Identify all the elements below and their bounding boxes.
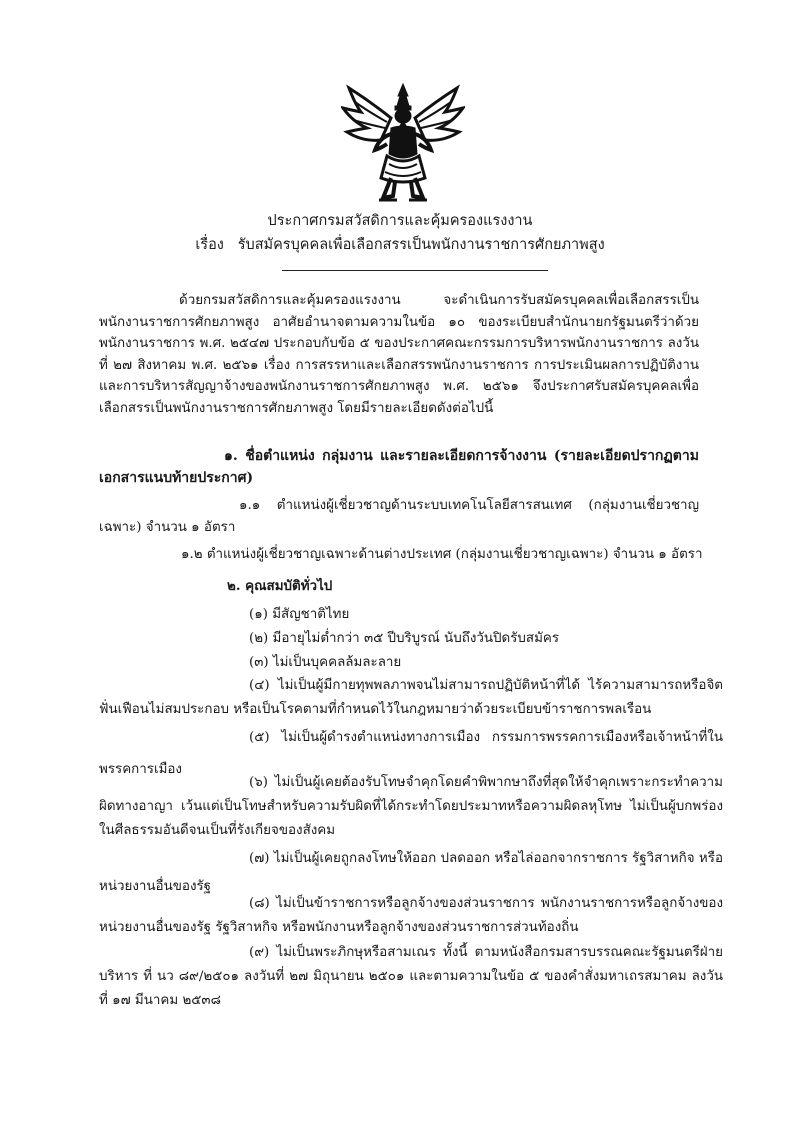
section-1-item-2: ๑.๒ ตำแหน่งผู้เชี่ยวชาญเฉพาะด้านต่างประเทศ (กลุ่มงานเชี่ยวชาญเฉพาะ) จำนวน ๑ อัตรา bbox=[181, 547, 703, 562]
subject-text: รับสมัครบุคคลเพื่อเลือกสรรเป็นพนักงานราชการศักยภาพสูง bbox=[237, 237, 605, 253]
intro-paragraph: ด้วยกรมสวัสดิการและคุ้มครองแรงงาน จะดำเนินการรับสมัครบุคคลเพื่อเลือกสรรเป็นพนักงานราชการศักยภาพสูง อาศัยอำนาจตามความในข้อ ๑๐ ของระเบียบสำนักนายกรัฐมนตรีว่าด้วยพนักงานราชการ พ.ศ. ๒๕๔๗ ประกอบกับข้อ ๕ ของประกาศคณะกรรมการบริหารพนักงานราชการ ลงวันที่ ๒๗ สิงหาคม พ.ศ. ๒๕๖๑ เรื่อง การสรรหาและเลือกสรรพนักงานราชการ การประเมินผลการปฏิบัติงาน และการบริหารสัญญาจ้างของพนักงานราชการศักยภาพสูง พ.ศ. ๒๕๖๑ จึงประกาศรับสมัครบุคคลเพื่อเลือกสรรเป็นพนักงานราชการศักยภาพสูง โดยมีรายละเอียดดังต่อไปนี้ bbox=[99, 293, 699, 416]
qualification-item: (๗) ไม่เป็นผู้เคยถูกลงโทษให้ออก ปลดออก หรือไล่ออกจากราชการ รัฐวิสาหกิจ หรือหน่วยงานอื่นของรัฐ bbox=[99, 851, 723, 894]
qualification-item: (๓) ไม่เป็นบุคคลล้มละลาย bbox=[249, 655, 402, 670]
qualification-item: (๘) ไม่เป็นข้าราชการหรือลูกจ้างของส่วนราชการ พนักงานราชการหรือลูกจ้างของหน่วยงานอื่นของรัฐ รัฐวิสาหกิจ หรือพนักงานหรือลูกจ้างของส่วนราชการส่วนท้องถิ่น bbox=[99, 896, 723, 935]
section-2-title: ๒. คุณสมบัติทั่วไป bbox=[227, 578, 333, 594]
qualification-item: (๖) ไม่เป็นผู้เคยต้องรับโทษจำคุกโดยคำพิพากษาถึงที่สุดให้จำคุกเพราะกระทำความผิดทางอาญา เว้นแต่เป็นโทษสำหรับความรับผิดที่ได้กระทำโดยประมาทหรือความผิดลหุโทษ ไม่เป็นผู้บกพร่องในศีลธรรมอันดีจนเป็นที่รังเกียจของสังคม bbox=[99, 775, 723, 838]
qualification-item: (๑) มีสัญชาติไทย bbox=[249, 607, 350, 622]
qualification-item: (๒) มีอายุไม่ต่ำกว่า ๓๕ ปีบริบูรณ์ นับถึงวันปิดรับสมัคร bbox=[249, 631, 560, 646]
qualification-item: (๔) ไม่เป็นผู้มีกายทุพพลภาพจนไม่สามารถปฏิบัติหน้าที่ได้ ไร้ความสามารถหรือจิตฟั่นเฟือนไม่สมประกอบ หรือเป็นโรคตามที่กำหนดไว้ในกฎหมายว่าด้วยระเบียบข้าราชการพลเรือน bbox=[99, 678, 723, 717]
subject-label: เรื่อง bbox=[195, 237, 224, 253]
qualification-item: (๙) ไม่เป็นพระภิกษุหรือสามเณร ทั้งนี้ ตามหนังสือกรมสารบรรณคณะรัฐมนตรีฝ่ายบริหาร ที่ นว ๘๙/๒๕๐๑ ลงวันที่ ๒๗ มิถุนายน ๒๕๐๑ และตามความในข้อ ๕ ของคำสั่งมหาเถรสมาคม ลงวันที่ ๑๗ มีนาคม ๒๕๓๘ bbox=[99, 945, 723, 1008]
qualification-item: (๕) ไม่เป็นผู้ดำรงตำแหน่งทางการเมือง กรรมการพรรคการเมืองหรือเจ้าหน้าที่ในพรรคการเมือง bbox=[99, 730, 723, 777]
section-1-item-1: ๑.๑ ตำแหน่งผู้เชี่ยวชาญด้านระบบเทคโนโลยีสารสนเทศ (กลุ่มงานเชี่ยวชาญเฉพาะ) จำนวน ๑ อัตรา bbox=[99, 498, 699, 535]
announcement-subject bbox=[0, 233, 800, 256]
title-divider bbox=[282, 270, 548, 271]
garuda-emblem-icon bbox=[341, 82, 465, 206]
announcement-title: ประกาศกรมสวัสดิการและคุ้มครองแรงงาน bbox=[267, 213, 533, 229]
section-1-title: ๑. ชื่อตำแหน่ง กลุ่มงาน และรายละเอียดการจ้างงาน (รายละเอียดปรากฏตามเอกสารแนบท้ายประกาศ) bbox=[99, 448, 699, 486]
